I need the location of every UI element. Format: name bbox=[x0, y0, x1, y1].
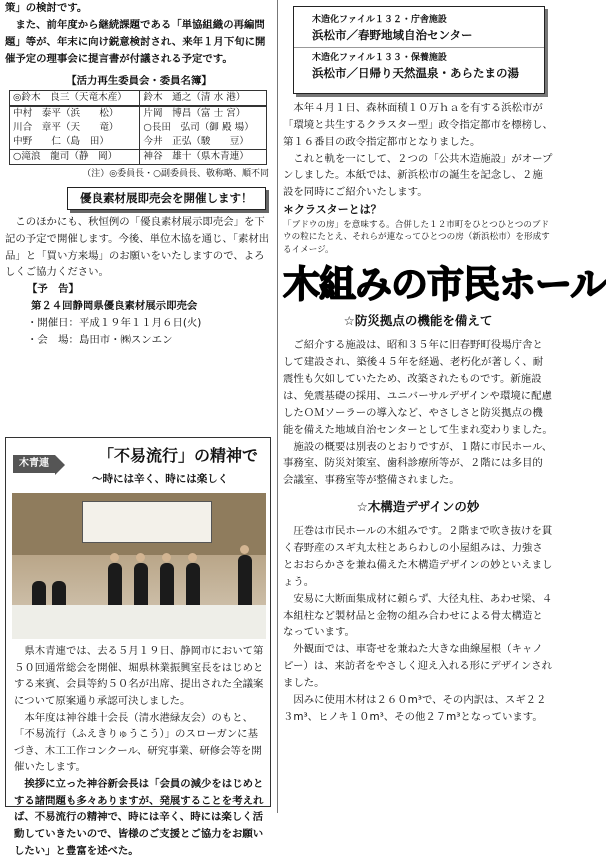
section-paragraph: 圧巻は市民ホールの木組みです。２階まで吹き抜けを貫く春野産のスギ丸太柱とあらわしの小屋組みは、力強さとおおらかさを兼ね備えた木構造デザインの妙といえましょう。 bbox=[283, 525, 553, 588]
cluster-title: ＊クラスターとは？ bbox=[283, 203, 382, 217]
table-row bbox=[10, 91, 267, 106]
table-row bbox=[10, 135, 267, 149]
notice-date: ・開催日：平成１９年１１月６日(火) bbox=[27, 317, 202, 330]
article-tag: 木青連 bbox=[13, 455, 55, 473]
table-cell: 川合 章平（天 竜） bbox=[10, 121, 140, 135]
table-row bbox=[10, 106, 267, 121]
article-paragraph: 県木青連では、去る５月１９日、静岡市において第５０回通常総会を開催、堀県林業振興室長をはじめとする来賓、会員等約５０名が出席、提出された全議案について原案通り承認可決しました。 bbox=[14, 645, 264, 707]
section-paragraph: 施設の概要は別表のとおりですが、１階に市民ホール、事務室、防災対策室、歯科診療所等が、２階には多目的会議室、事務室等が整備されました。 bbox=[283, 440, 553, 487]
photo-head bbox=[162, 553, 171, 562]
photo-head bbox=[110, 553, 119, 562]
section-heading: ☆防災拠点の機能を備えて bbox=[343, 313, 493, 329]
cluster-note: 「ブドウの房」を意味する。合併した１２市町をひとつひとつのブドウの粒にたとえ、それらが連なってひとつの房（新浜松市）を形成するイメージ。 bbox=[283, 219, 550, 255]
left-column bbox=[5, 0, 273, 857]
article-body bbox=[14, 643, 266, 859]
section-paragraph: ご紹介する施設は、昭和３５年に旧春野町役場庁舎として建設され、築後４５年を経過、老朽化が著しく、耐震性も欠如していたため、改築されたものです。新施設は、免震基礎の採用、ユニバーサルデザインや環境に配慮したＯＭソーラーの導入など、やさしさと防災拠点の機能を備えた地域自治センターとして生まれ変わりました。 bbox=[283, 339, 553, 436]
article-paragraph: 本年度は神谷雄十会長（清水港緑友会）のもと、「不易流行（ふえきりゅうこう）」のスローガンに基づき、木工工作コンクール、研究事業、研修会等を開催いたします。 bbox=[14, 711, 262, 774]
table-cell: 鈴木 通之（清 水 港） bbox=[140, 91, 267, 106]
meeting-photo bbox=[12, 493, 266, 639]
section-paragraph: 安易に大断面集成材に頼らず、大径丸柱、あわせ梁、４本組柱など製材品と金物の組み合わせによる骨太構造となっています。 bbox=[283, 592, 553, 639]
photo-head bbox=[136, 553, 145, 562]
committee-note: （注）◎委員長・○副委員長、敬称略、順不同 bbox=[82, 168, 269, 179]
notice-event: 第２４回静岡県優良素材展示即売会 bbox=[31, 300, 198, 313]
photo-head bbox=[240, 545, 249, 554]
article-paragraph: 挨拶に立った神谷新会長は「会員の減少をはじめとする諸問題も多々ありますが、発展することを考えれば、不易流行の精神で、時には辛く、時には楽しく活動していきたいので、皆様のご支援とご協力をお願いしたい」と豊富を述べた。 bbox=[14, 778, 264, 857]
table-cell: 今井 正弘（駿 豆） bbox=[140, 135, 267, 149]
intro-line: 策」の検討です。 bbox=[5, 2, 88, 14]
table-cell: ○滝浪 龍司（静 岡） bbox=[10, 149, 140, 164]
file-label: 木造化ファイル１３２・庁舎施設 bbox=[312, 15, 447, 25]
notice-heading: 【予 告】 bbox=[27, 283, 79, 296]
fair-paragraph: このほかにも、秋恒例の「優良素材展示即売会」を下記の予定で開催します。今後、単位木協を通じ、「素材出品」と「買い方来場」のお願いをいたしますので、よろしくご協力ください。 bbox=[5, 215, 270, 279]
header-divider bbox=[294, 47, 544, 48]
table-cell: 神谷 雄十（県木青連） bbox=[140, 149, 267, 164]
notice-venue: ・会 場：島田市・㈱スンエン bbox=[27, 333, 173, 346]
intro-paragraph: 本年４月１日、森林面積１０万ｈａを有する浜松市が「環境と共生するクラスター型」政令指定都市を標榜し、第１６番目の政令指定都市となりました。 bbox=[283, 102, 553, 148]
photo-banner-board bbox=[82, 501, 212, 543]
file-header-box bbox=[293, 6, 545, 94]
table-row bbox=[10, 121, 267, 135]
table-cell: 片岡 博昌（富 士 宮） bbox=[140, 106, 267, 121]
facility-name: 浜松市／日帰り天然温泉・あらたまの湯 bbox=[312, 65, 519, 80]
committee-title: 【活力再生委員会・委員名簿】 bbox=[66, 75, 212, 88]
section-paragraph: 因みに使用木材は２６０m³で、その内訳は、スギ２２３m³、ヒノキ１０m³、その他２７m³となっています。 bbox=[283, 693, 547, 723]
fair-banner: 優良素材展即売会を開催します！ bbox=[67, 187, 266, 210]
committee-table bbox=[9, 90, 267, 165]
notice-block bbox=[27, 281, 273, 348]
table-cell: 中村 泰平（浜 松） bbox=[10, 106, 140, 121]
facility-name: 浜松市／春野地域自治センター bbox=[312, 27, 473, 42]
column-divider bbox=[277, 0, 278, 813]
photo-table bbox=[12, 605, 266, 639]
table-row bbox=[10, 149, 267, 164]
table-cell: ◎鈴木 良三（天竜木産） bbox=[10, 91, 140, 106]
youth-association-article bbox=[5, 437, 271, 857]
article-subtitle: ～時には辛く、時には楽しく bbox=[92, 473, 229, 485]
section-heading: ☆木構造デザインの妙 bbox=[356, 499, 480, 515]
intro-paragraph: これと軌を一にして、２つの「公共木造施設」がオープンしました。本紙では、新浜松市の誕生を記念し、２施設を同時にご紹介いたします。 bbox=[283, 152, 553, 199]
intro-paragraph: また、前年度から継続課題である「単協組織の再編問題」等が、年末に向け鋭意検討され、来年１月下旬に開催予定の理事会に提言書が付議される予定です。 bbox=[5, 18, 266, 65]
table-cell: ○長田 弘司（御 殿 場） bbox=[140, 121, 267, 135]
main-headline: 木組みの市民ホール bbox=[283, 263, 606, 307]
article-title: 「不易流行」の精神で bbox=[98, 446, 259, 465]
section-paragraph: 外観面では、車寄せを兼ねた大きな曲線屋根（キャノピー）は、来訪者をやさしく迎え入れる形にデザインされました。 bbox=[283, 643, 553, 689]
table-cell: 中野 仁（島 田） bbox=[10, 135, 140, 149]
photo-head bbox=[188, 553, 197, 562]
file-label: 木造化ファイル１３３・保養施設 bbox=[312, 53, 447, 64]
